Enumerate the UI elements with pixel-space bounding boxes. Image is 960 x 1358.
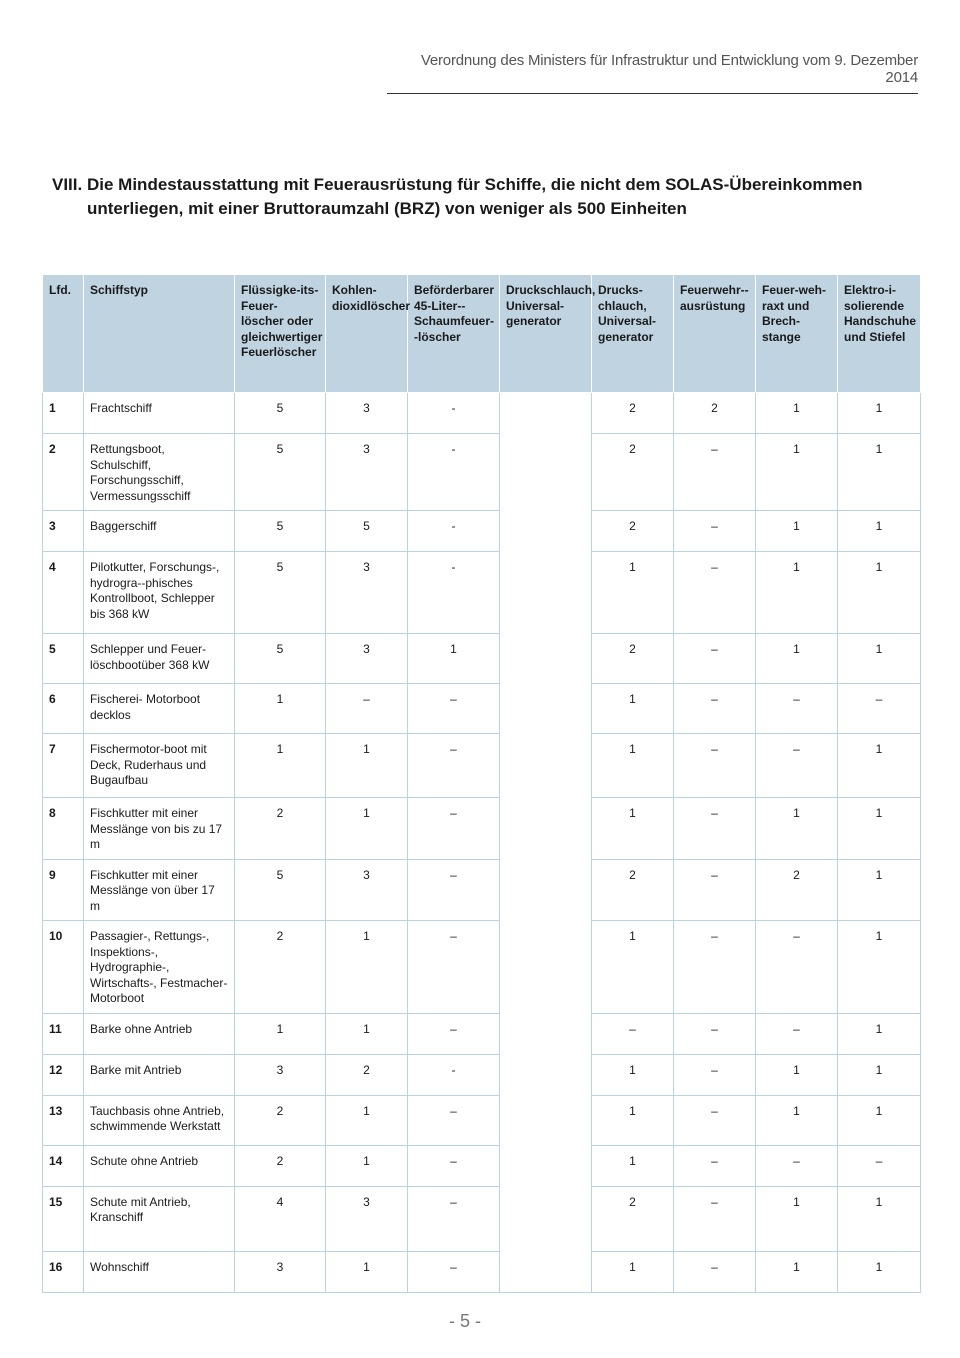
table-row: [43, 684, 921, 734]
table-cell: –: [408, 859, 500, 921]
page-number: - 5 -: [448, 1311, 481, 1331]
table-row: [43, 798, 921, 860]
table-row: [43, 1186, 921, 1251]
row-number: 5: [43, 634, 84, 684]
table-cell: 3: [326, 393, 408, 434]
column-header: Flüssigke-its-Feuer-löscher oder gleichwertiger Feuerlöscher: [235, 275, 326, 393]
table-cell: 1: [838, 552, 921, 634]
table-row: [43, 552, 921, 634]
table-cell: –: [674, 1251, 756, 1292]
table-row: [43, 1095, 921, 1145]
table-cell: 3: [235, 1054, 326, 1095]
table-cell: 1: [756, 1095, 838, 1145]
row-number: 8: [43, 798, 84, 860]
table-cell: 3: [326, 859, 408, 921]
table-cell: –: [674, 434, 756, 511]
table-cell: 5: [235, 434, 326, 511]
table-cell: 1: [326, 734, 408, 798]
table-cell: 1: [838, 798, 921, 860]
table-cell: 5: [235, 634, 326, 684]
table-cell: 1: [838, 1013, 921, 1054]
table-cell: 1: [326, 1251, 408, 1292]
table-cell: 1: [592, 684, 674, 734]
table-cell: 1: [592, 1251, 674, 1292]
table-row: [43, 1013, 921, 1054]
table-cell: 1: [756, 552, 838, 634]
equipment-table: [42, 274, 921, 1293]
row-number: 2: [43, 434, 84, 511]
table-cell: –: [674, 1013, 756, 1054]
table-cell: 2: [235, 798, 326, 860]
ship-type: Schlepper und Feuer-löschbootüber 368 kW: [84, 634, 235, 684]
row-number: 15: [43, 1186, 84, 1251]
table-cell: 1: [592, 921, 674, 1014]
table-cell: 1: [592, 1095, 674, 1145]
table-row: [43, 1251, 921, 1292]
column-header: Elektro-i-solierende Handschuhe und Stiefel: [838, 275, 921, 393]
column-header: Feuerwehr--ausrüstung: [674, 275, 756, 393]
table-cell: 3: [235, 1251, 326, 1292]
table-cell: 1: [838, 634, 921, 684]
section-title-text: Die Mindestausstattung mit Feuerausrüstung für Schiffe, die nicht dem SOLAS-Übereinkommen unterliegen, mit einer Bruttoraumzahl (BRZ) von weniger als 500 Einheiten: [87, 175, 863, 218]
table-cell: 1: [756, 1054, 838, 1095]
table-cell: 1: [838, 859, 921, 921]
table-cell: 1: [756, 393, 838, 434]
section-number: VIII.: [52, 175, 83, 194]
ship-type: Barke mit Antrieb: [84, 1054, 235, 1095]
table-cell: –: [408, 734, 500, 798]
table-cell: –: [674, 1095, 756, 1145]
table-cell: –: [408, 1186, 500, 1251]
row-number: 9: [43, 859, 84, 921]
table-cell: –: [674, 684, 756, 734]
table-cell: –: [674, 1186, 756, 1251]
table-cell: 3: [326, 1186, 408, 1251]
row-number: 4: [43, 552, 84, 634]
row-number: 16: [43, 1251, 84, 1292]
table-cell: 1: [756, 798, 838, 860]
row-number: 10: [43, 921, 84, 1014]
table-cell: –: [592, 1013, 674, 1054]
table-row: [43, 1054, 921, 1095]
row-number: 6: [43, 684, 84, 734]
table-cell: -: [408, 434, 500, 511]
ship-type: Fischerei- Motorboot decklos: [84, 684, 235, 734]
table-cell: –: [674, 634, 756, 684]
ship-type: Schute ohne Antrieb: [84, 1145, 235, 1186]
table-header-row: [43, 275, 921, 393]
table-cell: 2: [235, 921, 326, 1014]
row-number: 13: [43, 1095, 84, 1145]
ship-type: Barke ohne Antrieb: [84, 1013, 235, 1054]
merged-empty-cell: [500, 393, 592, 1293]
row-number: 12: [43, 1054, 84, 1095]
table-cell: –: [408, 921, 500, 1014]
table-cell: 2: [756, 859, 838, 921]
table-cell: 1: [838, 511, 921, 552]
running-header: Verordnung des Ministers für Infrastruktur und Entwicklung vom 9. Dezember 2014: [387, 52, 918, 94]
table-row: [43, 634, 921, 684]
table-cell: 2: [326, 1054, 408, 1095]
table-cell: 1: [408, 634, 500, 684]
table-cell: 1: [326, 1145, 408, 1186]
column-header: Schiffstyp: [84, 275, 235, 393]
table-row: [43, 511, 921, 552]
table-cell: 5: [235, 511, 326, 552]
table-cell: 1: [235, 734, 326, 798]
table-cell: –: [408, 684, 500, 734]
row-number: 7: [43, 734, 84, 798]
table-cell: 1: [326, 1013, 408, 1054]
table-cell: –: [756, 921, 838, 1014]
table-cell: –: [674, 734, 756, 798]
table-cell: -: [408, 393, 500, 434]
table-cell: 1: [592, 1145, 674, 1186]
table-cell: 1: [235, 684, 326, 734]
table-cell: 5: [235, 393, 326, 434]
table-cell: 1: [838, 1186, 921, 1251]
table-cell: –: [674, 552, 756, 634]
table-cell: 4: [235, 1186, 326, 1251]
table-cell: –: [756, 1013, 838, 1054]
table-cell: 1: [838, 1251, 921, 1292]
table-cell: –: [674, 921, 756, 1014]
table-cell: 1: [838, 1095, 921, 1145]
ship-type: Fischkutter mit einer Messlänge von bis zu 17 m: [84, 798, 235, 860]
table-cell: 1: [592, 798, 674, 860]
table-cell: 1: [592, 734, 674, 798]
table-cell: 1: [838, 434, 921, 511]
table-cell: –: [756, 734, 838, 798]
table-cell: 2: [592, 634, 674, 684]
table-cell: –: [408, 1013, 500, 1054]
ship-type: Baggerschiff: [84, 511, 235, 552]
table-cell: 1: [326, 921, 408, 1014]
table-cell: –: [756, 1145, 838, 1186]
table-cell: 1: [838, 921, 921, 1014]
table-cell: –: [408, 798, 500, 860]
ship-type: Passagier-, Rettungs-, Inspektions-, Hydrographie-, Wirtschafts-, Festmacher-Motorboot: [84, 921, 235, 1014]
row-number: 11: [43, 1013, 84, 1054]
table-cell: –: [674, 511, 756, 552]
table-cell: 1: [756, 634, 838, 684]
table-cell: 1: [756, 1251, 838, 1292]
table-cell: –: [674, 859, 756, 921]
section-title: [52, 173, 922, 221]
ship-type: Fischkutter mit einer Messlänge von über 17 m: [84, 859, 235, 921]
table-cell: 3: [326, 434, 408, 511]
ship-type: Pilotkutter, Forschungs-, hydrogra--phisches Kontrollboot, Schlepper bis 368 kW: [84, 552, 235, 634]
row-number: 14: [43, 1145, 84, 1186]
table-cell: -: [408, 552, 500, 634]
column-header: Drucks-chlauch, Universal-generator: [592, 275, 674, 393]
table-cell: 2: [592, 859, 674, 921]
table-cell: –: [838, 1145, 921, 1186]
table-cell: 1: [326, 798, 408, 860]
table-cell: 5: [235, 552, 326, 634]
table-cell: –: [674, 1145, 756, 1186]
table-cell: 2: [592, 1186, 674, 1251]
table-cell: –: [326, 684, 408, 734]
ship-type: Frachtschiff: [84, 393, 235, 434]
ship-type: Rettungsboot, Schulschiff, Forschungsschiff, Vermessungsschiff: [84, 434, 235, 511]
column-header: Beförderbarer 45-Liter--Schaumfeuer--löscher: [408, 275, 500, 393]
column-header: Kohlen-dioxidlöscher: [326, 275, 408, 393]
table-row: [43, 1145, 921, 1186]
table-cell: 1: [592, 1054, 674, 1095]
table-cell: 2: [235, 1095, 326, 1145]
table-cell: -: [408, 1054, 500, 1095]
table-cell: 5: [326, 511, 408, 552]
table-cell: –: [674, 1054, 756, 1095]
table-cell: 1: [838, 393, 921, 434]
row-number: 3: [43, 511, 84, 552]
table-cell: 1: [756, 511, 838, 552]
table-cell: 1: [326, 1095, 408, 1145]
ship-type: Fischermotor-boot mit Deck, Ruderhaus und Bugaufbau: [84, 734, 235, 798]
row-number: 1: [43, 393, 84, 434]
column-header: Feuer-weh-raxt und Brech-stange: [756, 275, 838, 393]
table-row: [43, 859, 921, 921]
table-cell: 3: [326, 552, 408, 634]
table-cell: 2: [674, 393, 756, 434]
table-row: [43, 734, 921, 798]
ship-type: Schute mit Antrieb, Kranschiff: [84, 1186, 235, 1251]
table-row: [43, 434, 921, 511]
ship-type: Wohnschiff: [84, 1251, 235, 1292]
table-cell: 1: [756, 434, 838, 511]
table-cell: 2: [592, 393, 674, 434]
table-cell: 3: [326, 634, 408, 684]
table-cell: 1: [756, 1186, 838, 1251]
column-header: Druckschlauch, Universal-generator: [500, 275, 592, 393]
table-cell: 1: [235, 1013, 326, 1054]
table-cell: 1: [592, 552, 674, 634]
table-cell: –: [838, 684, 921, 734]
table-cell: –: [408, 1095, 500, 1145]
table-cell: 1: [838, 734, 921, 798]
table-cell: –: [674, 798, 756, 860]
table-cell: 2: [592, 511, 674, 552]
column-header: Lfd.: [43, 275, 84, 393]
ship-type: Tauchbasis ohne Antrieb, schwimmende Werkstatt: [84, 1095, 235, 1145]
table-cell: 2: [592, 434, 674, 511]
table-cell: 2: [235, 1145, 326, 1186]
table-cell: –: [408, 1145, 500, 1186]
table-cell: –: [408, 1251, 500, 1292]
table-cell: 5: [235, 859, 326, 921]
table-row: [43, 921, 921, 1014]
table-cell: -: [408, 511, 500, 552]
table-cell: 1: [838, 1054, 921, 1095]
table-cell: –: [756, 684, 838, 734]
table-row: [43, 393, 921, 434]
